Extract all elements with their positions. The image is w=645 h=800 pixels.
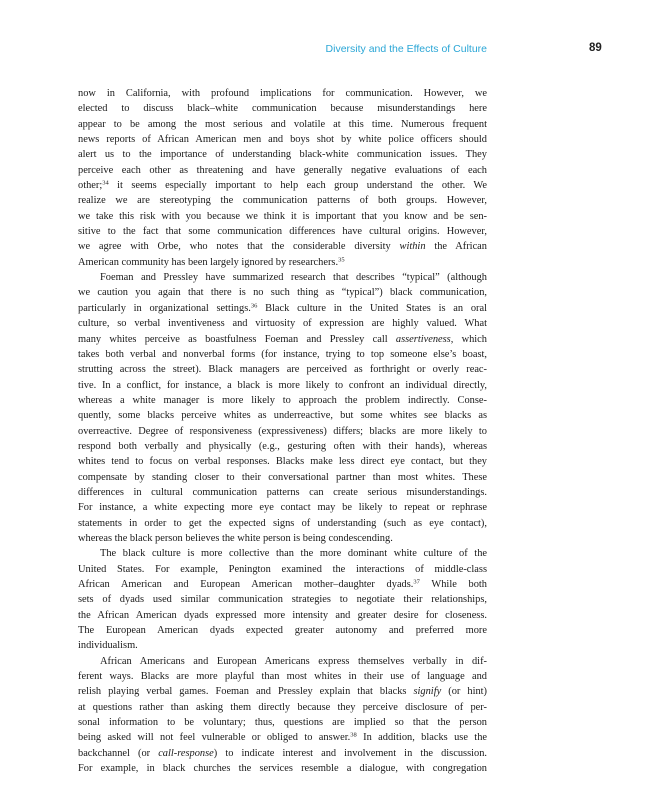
text-line	[78, 500, 487, 515]
text-run: strutting across the street). Black managers are perceived as forthright or overly reac-	[78, 364, 487, 376]
text-run: sonal information to be voluntary; thus, questions are implied so that the person	[78, 717, 487, 729]
text-line	[78, 638, 487, 653]
emphasis: assertiveness,	[395, 333, 454, 345]
text-run: United States. For example, Penington examined the interactions of middle-class	[78, 563, 487, 575]
text-run: whereas the black person believes the white person is being condescending.	[78, 532, 393, 544]
text-run: overreactive. Degree of responsiveness (expressiveness) differs; blacks are more likely to	[78, 425, 487, 437]
text-line	[78, 362, 487, 377]
text-line	[78, 301, 487, 316]
text-run: (or hint)	[441, 686, 488, 698]
text-run: realize we are stereotyping the communication patterns of both groups. However,	[78, 195, 487, 207]
text-run: at questions rather than asking them directly because they perceive disclosure of per-	[78, 701, 487, 713]
text-run: African Americans and European Americans express themselves verbally in dif-	[100, 655, 487, 667]
text-run: other;	[78, 180, 103, 192]
text-run: American community has been largely ignored by researchers.	[78, 256, 339, 268]
text-line	[78, 255, 487, 270]
text-run: African American and European American mother–daughter dyads.	[78, 579, 414, 590]
emphasis: within	[399, 241, 426, 253]
text-line	[78, 178, 487, 193]
text-run: quently, some blacks perceive whites as underreactive, but some whites see blacks as	[78, 410, 487, 422]
text-run: we caution you again that there is no such thing as “typical”) black communication,	[78, 287, 487, 299]
text-run: culture, so verbal inventiveness and virtuosity of expression are highly valued. What	[78, 318, 487, 330]
text-line	[78, 117, 487, 132]
text-run: The black culture is more collective than the more dominant white culture of the	[100, 548, 487, 560]
text-line	[78, 285, 487, 300]
text-line	[78, 439, 487, 454]
emphasis: signify	[413, 686, 442, 698]
text-line	[78, 608, 487, 623]
footnote-ref: 37	[413, 578, 420, 586]
text-run: whites tend to focus on verbal responses. Blacks make less direct eye contact, but they	[78, 456, 487, 468]
text-run: ferent ways. Blacks are more playful than most whites in their use of language and	[78, 671, 487, 683]
text-run: Foeman and Pressley have summarized research that describes “typical” (although	[100, 272, 487, 284]
text-line	[78, 408, 487, 423]
text-line	[78, 516, 487, 531]
text-line	[78, 347, 487, 362]
text-line	[78, 669, 487, 684]
text-line	[78, 378, 487, 393]
text-run: differences in cultural communication patterns can create serious misunderstandings.	[78, 486, 487, 498]
text-run: perceive each other as threatening and have generally negative evaluations of each	[78, 164, 487, 176]
text-line	[78, 316, 487, 331]
text-run: the African	[425, 241, 487, 253]
text-run: being asked will not feel vulnerable or obliged to answer.	[78, 732, 351, 744]
text-line	[78, 209, 487, 224]
text-line	[78, 224, 487, 239]
section-title: Diversity and the Effects of Culture	[325, 43, 487, 55]
footnote-ref: 36	[250, 302, 258, 310]
text-line	[78, 592, 487, 607]
text-run: tive. In a conflict, for instance, a black is more likely to confront an individual directly,	[78, 379, 487, 391]
text-line	[78, 101, 487, 116]
text-run: relish playing verbal games. Foeman and Pressley explain that blacks	[78, 686, 414, 698]
text-run: compensate by standing closer to their conversational partner than most whites. These	[78, 471, 487, 483]
text-run: we take this risk with you because we think it is important that you know and be sen-	[78, 210, 487, 222]
text-line	[78, 270, 487, 285]
footnote-ref: 35	[338, 256, 345, 264]
text-run: alert us to the importance of understanding black-white communication issues. They	[78, 149, 487, 161]
page-number: 89	[589, 42, 602, 54]
text-run: The European American dyads expected greater autonomy and preferred more	[78, 625, 487, 637]
text-line	[78, 393, 487, 408]
text-line	[78, 654, 487, 669]
text-line	[78, 531, 487, 546]
text-run: backchannel (or	[78, 747, 159, 759]
text-run: appear to be among the most serious and volatile at this time. Numerous frequent	[78, 118, 487, 130]
text-line	[78, 700, 487, 715]
text-line	[78, 684, 487, 699]
text-line	[78, 577, 487, 592]
text-run: For instance, a white expecting more eye contact may be likely to repeat or rephrase	[78, 502, 487, 514]
text-line	[78, 746, 487, 761]
text-line	[78, 730, 487, 745]
text-line	[78, 332, 487, 347]
text-line	[78, 163, 487, 178]
text-run: While both	[419, 579, 487, 590]
text-line	[78, 470, 487, 485]
text-run: respond both verbally and physically (e.g., gesturing often with their hands), whereas	[78, 440, 487, 452]
text-run: we agree with Orbe, who notes that the considerable diversity	[78, 241, 400, 253]
text-run: it seems especially important to help each group understand the other. We	[108, 180, 487, 192]
text-line	[78, 546, 487, 561]
text-run: whereas a white manager is more likely to approach the problem indirectly. Conse-	[78, 394, 487, 406]
text-line	[78, 86, 487, 101]
footnote-ref: 34	[102, 179, 109, 187]
text-run: ) to indicate interest and involvement in the discussion.	[213, 747, 487, 759]
text-run: many whites perceive as boastfulness Foeman and Pressley call	[78, 333, 396, 345]
running-head	[0, 43, 645, 57]
text-line	[78, 239, 487, 254]
text-run: sets of dyads used similar communication strategies to negotiate their relationships,	[78, 594, 487, 606]
text-line	[78, 147, 487, 162]
body-text	[78, 86, 487, 776]
text-run: In addition, blacks use the	[356, 732, 487, 744]
text-line	[78, 424, 487, 439]
footnote-ref: 38	[350, 731, 357, 739]
text-line	[78, 485, 487, 500]
text-run: takes both verbal and nonverbal forms (for instance, trying to top someone else’s boast,	[78, 348, 487, 360]
text-run: sitive to the fact that some communication differences have cultural origins. However,	[78, 226, 487, 238]
text-run: particularly in organizational settings.	[78, 302, 251, 314]
text-run: statements in order to get the expected signs of understanding (such as eye contact),	[78, 517, 487, 529]
text-line	[78, 715, 487, 730]
text-run: the African American dyads expressed more intensity and greater desire for closeness.	[78, 609, 487, 621]
text-line	[78, 454, 487, 469]
text-run: now in California, with profound implications for communication. However, we	[78, 88, 487, 99]
text-line	[78, 623, 487, 638]
text-run: which	[453, 333, 487, 345]
emphasis: call-response	[158, 747, 214, 759]
text-run: news reports of African American men and boys shot by white police officers should	[78, 134, 487, 146]
text-line	[78, 562, 487, 577]
text-run: elected to discuss black–white communication because misunderstandings here	[78, 103, 487, 115]
text-line	[78, 132, 487, 147]
text-line	[78, 193, 487, 208]
text-run: Black culture in the United States is an oral	[257, 302, 488, 314]
text-run: For example, in black churches the services resemble a dialogue, with congregation	[78, 763, 487, 775]
text-run: individualism.	[78, 640, 138, 652]
text-line	[78, 761, 487, 776]
